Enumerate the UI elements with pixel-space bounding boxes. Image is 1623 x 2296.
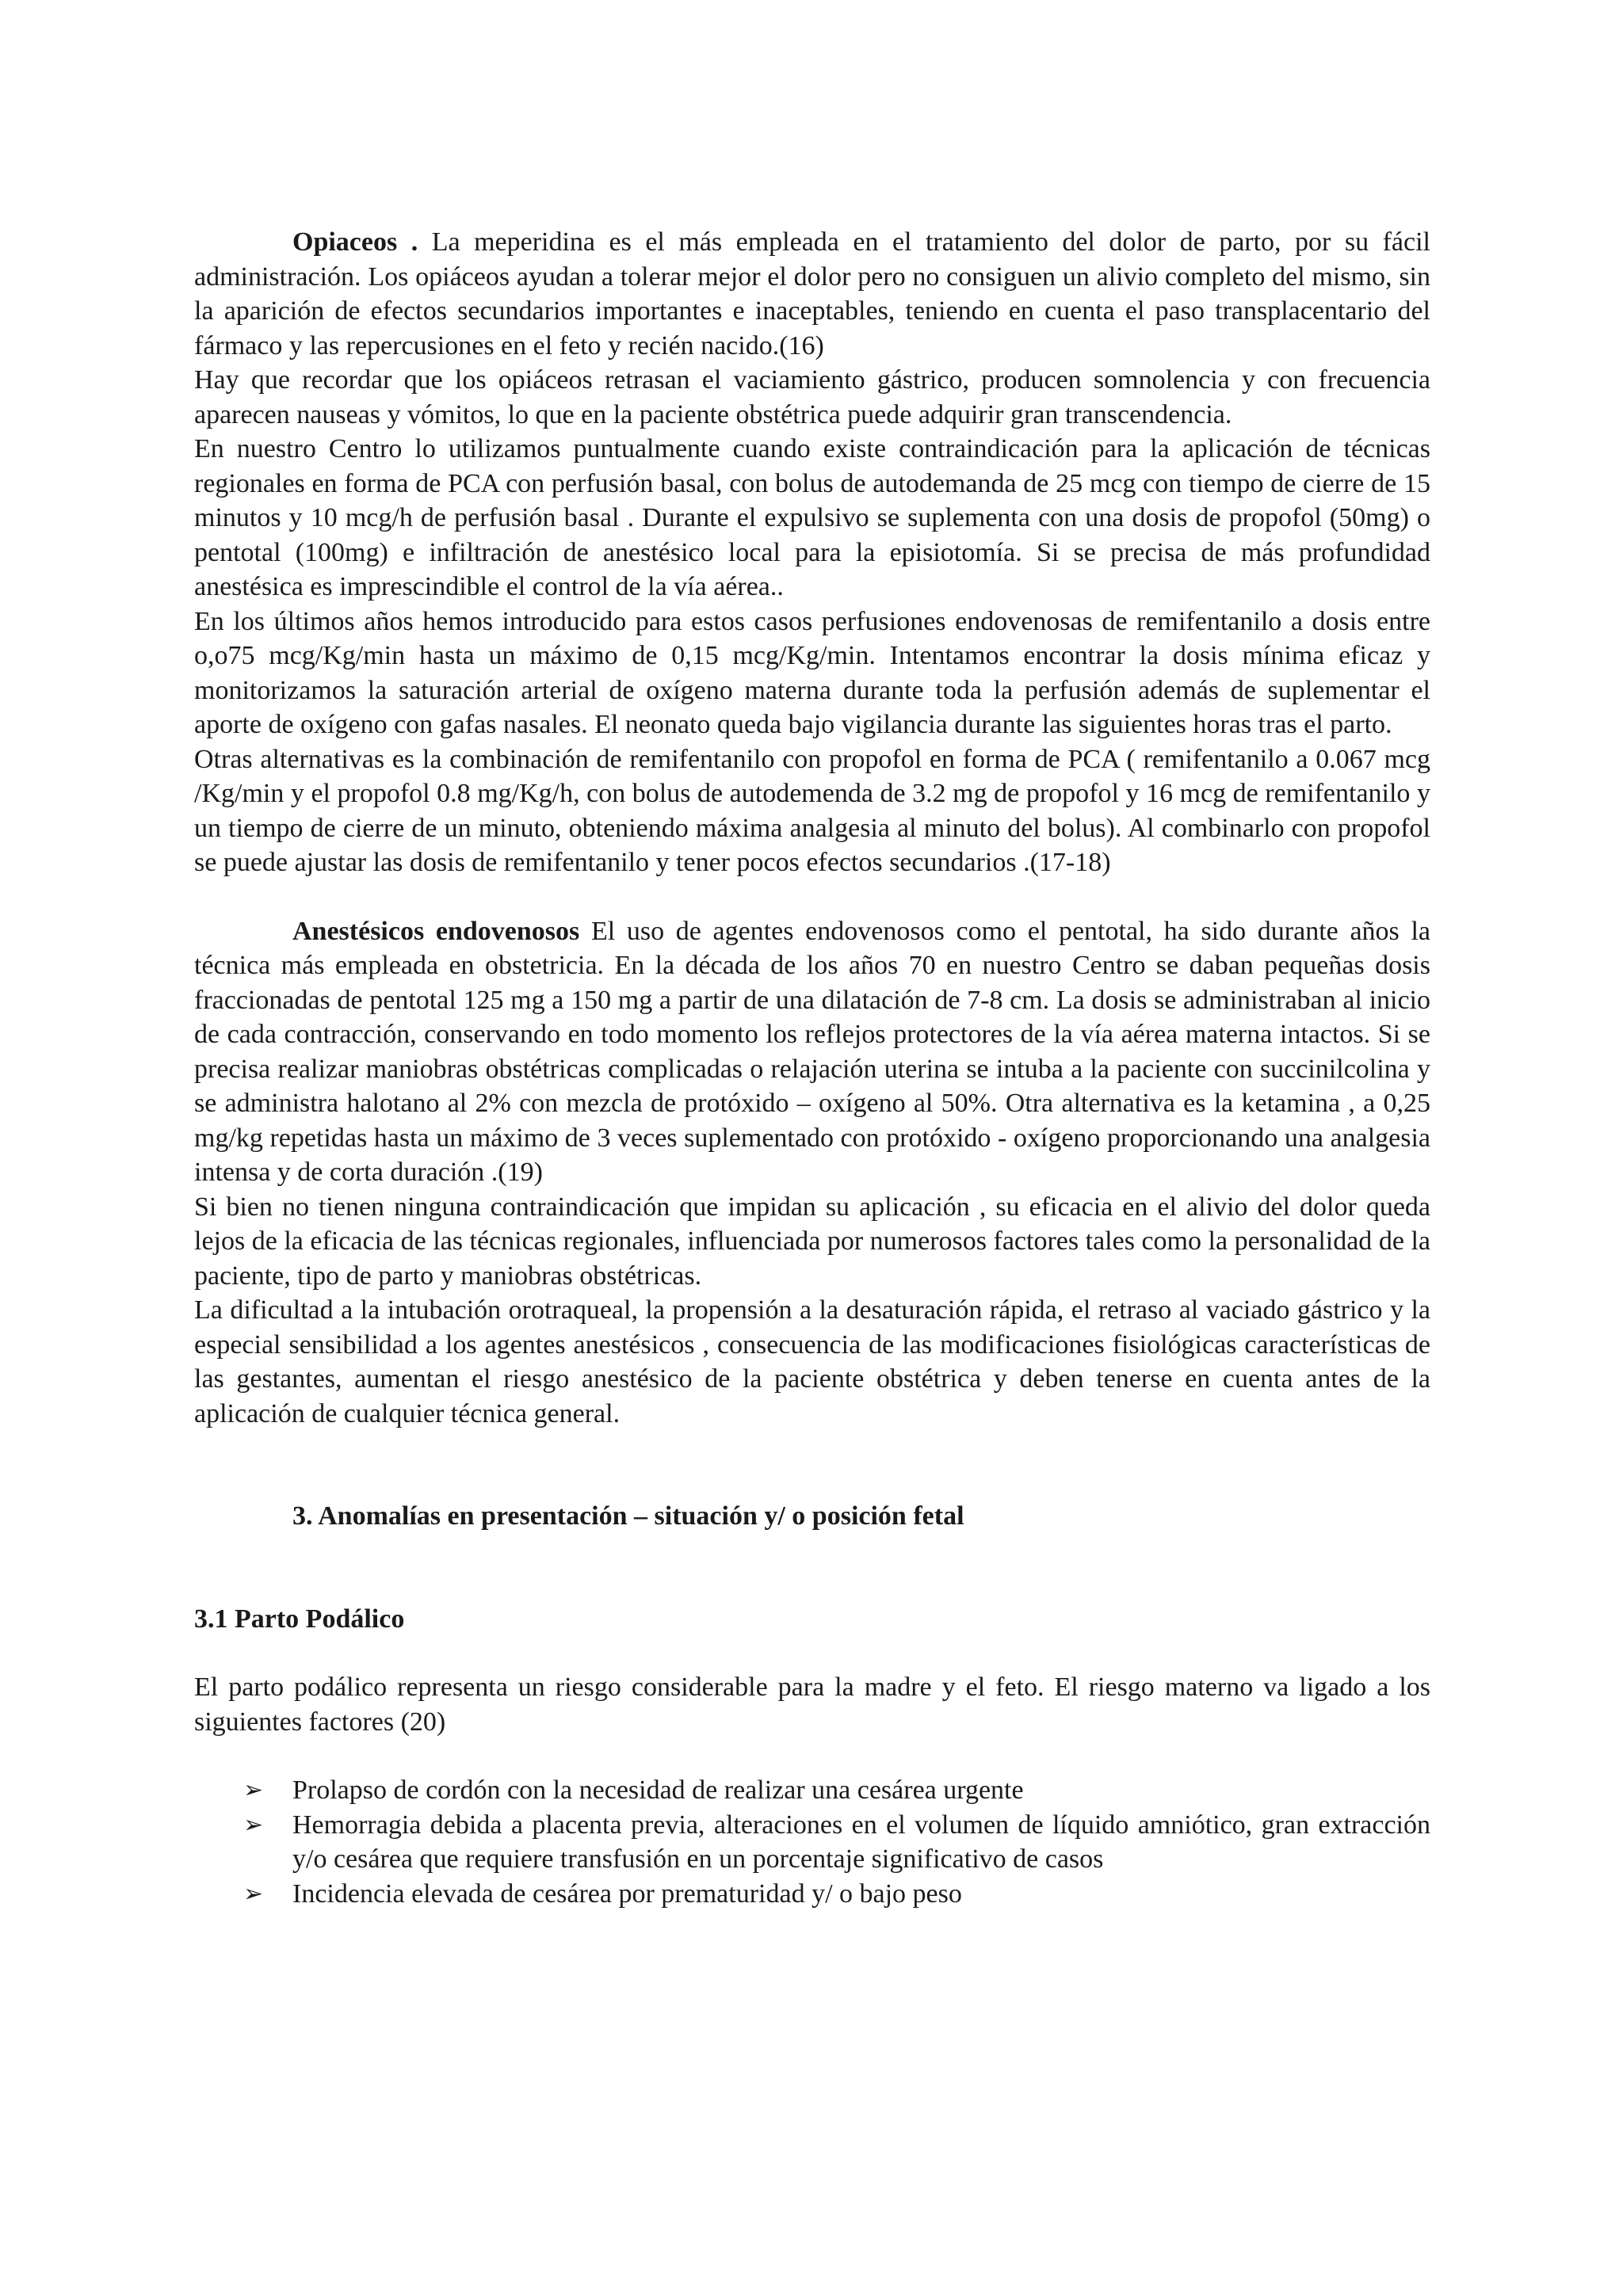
anestesicos-text: El uso de agentes endovenosos como el pentotal, ha sido durante años la técnica más empleada en obstetricia. En la década de los años 70 en nuestro Centro se daban pequeñas dosis fraccionadas de pentotal 125 mg a 150 mg a partir de una dilatación de 7-8 cm. La dosis se administraban al inicio de cada contracción, conservando en todo momento los reflejos protectores de la vía aérea materna intactos. Si se precisa realizar maniobras obstétricas complicadas o relajación uterina se intuba a la paciente con succinilcolina y se administra halotano al 2% con mezcla de protóxido – oxígeno al 50%. Otra alternativa es la ketamina , a 0,25 mg/kg repetidas hasta un máximo de 3 veces suplementado con protóxido - oxígeno proporcionando una analgesia intensa y de corta duración .(19) — [194, 916, 1430, 1187]
arrowhead-bullet-icon: ➢ — [243, 1810, 264, 1839]
list-item-text: Hemorragia debida a placenta previa, alteraciones en el volumen de líquido amniótico, gran extracción y/o cesárea que requiere transfusión en un porcentaje significativo de casos — [292, 1810, 1430, 1874]
list-item-text: Incidencia elevada de cesárea por prematuridad y/ o bajo peso — [292, 1878, 962, 1909]
section-3-heading: 3. Anomalías en presentación – situación y/ o posición fetal — [292, 1501, 964, 1531]
opiaceos-paragraph-4: En los últimos años hemos introducido para estos casos perfusiones endovenosas de remifentanilo a dosis entre o,o75 mcg/Kg/min hasta un máximo de 0,15 mcg/Kg/min. Intentamos encontrar la dosis mínima eficaz y monitorizamos la saturación arterial de oxígeno materna durante toda la perfusión además de suplementar el aporte de oxígeno con gafas nasales. El neonato queda bajo vigilancia durante las siguientes horas tras el parto. — [194, 606, 1430, 739]
list-item — [194, 1773, 1430, 1808]
risk-factor-list — [194, 1773, 1430, 1911]
opiaceos-title: Opiaceos . — [292, 227, 418, 257]
section-3-1-heading: 3.1 Parto Podálico — [194, 1604, 405, 1634]
list-item — [194, 1877, 1430, 1912]
section-3-1-intro: El parto podálico representa un riesgo considerable para la madre y el feto. El riesgo materno va ligado a los siguientes factores (20) — [194, 1672, 1430, 1737]
anestesicos-paragraph-3: La dificultad a la intubación orotraqueal, la propensión a la desaturación rápida, el retraso al vaciado gástrico y la especial sensibilidad a los agentes anestésicos , consecuencia de las modificaciones fisiológicas características de las gestantes, aumentan el riesgo anestésico de la paciente obstétrica y deben tenerse en cuenta antes de la aplicación de cualquier técnica general. — [194, 1295, 1430, 1428]
opiaceos-paragraph — [194, 225, 1430, 363]
anestesicos-title: Anestésicos endovenosos — [292, 916, 580, 946]
opiaceos-paragraph-5: Otras alternativas es la combinación de remifentanilo con propofol en forma de PCA ( remifentanilo a 0.067 mcg /Kg/min y el propofol 0.8 mg/Kg/h, con bolus de autodemenda de 3.2 mg de propofol y 16 mcg de remifentanilo y un tiempo de cierre de un minuto, obteniendo máxima analgesia al minuto del bolus). Al combinarlo con propofol se puede ajustar las dosis de remifentanilo y tener pocos efectos secundarios .(17-18) — [194, 744, 1430, 877]
anestesicos-paragraph-2: Si bien no tienen ninguna contraindicación que impidan su aplicación , su eficacia en el alivio del dolor queda lejos de la eficacia de las técnicas regionales, influenciada por numerosos factores tales como la personalidad de la paciente, tipo de parto y maniobras obstétricas. — [194, 1192, 1430, 1291]
arrowhead-bullet-icon: ➢ — [243, 1776, 264, 1804]
document-page — [194, 225, 1430, 1911]
opiaceos-paragraph-2: Hay que recordar que los opiáceos retrasan el vaciamiento gástrico, producen somnolencia y con frecuencia aparecen nauseas y vómitos, lo que en la paciente obstétrica puede adquirir gran transcendencia. — [194, 365, 1430, 429]
arrowhead-bullet-icon: ➢ — [243, 1879, 264, 1908]
list-item — [194, 1808, 1430, 1877]
list-item-text: Prolapso de cordón con la necesidad de realizar una cesárea urgente — [292, 1775, 1024, 1805]
opiaceos-paragraph-3: En nuestro Centro lo utilizamos puntualmente cuando existe contraindicación para la aplicación de técnicas regionales en forma de PCA con perfusión basal, con bolus de autodemanda de 25 mcg con tiempo de cierre de 15 minutos y 10 mcg/h de perfusión basal . Durante el expulsivo se suplementa con una dosis de propofol (50mg) o pentotal (100mg) e infiltración de anestésico local para la episiotomía. Si se precisa de más profundidad anestésica es imprescindible el control de la vía aérea.. — [194, 434, 1430, 601]
opiaceos-text: La meperidina es el más empleada en el tratamiento del dolor de parto, por su fácil administración. Los opiáceos ayudan a tolerar mejor el dolor pero no consiguen un alivio completo del mismo, sin la aparición de efectos secundarios importantes e inaceptables, teniendo en cuenta el paso transplacentario del fármaco y las repercusiones en el feto y recién nacido.(16) — [194, 227, 1430, 360]
anestesicos-paragraph — [194, 914, 1430, 1190]
